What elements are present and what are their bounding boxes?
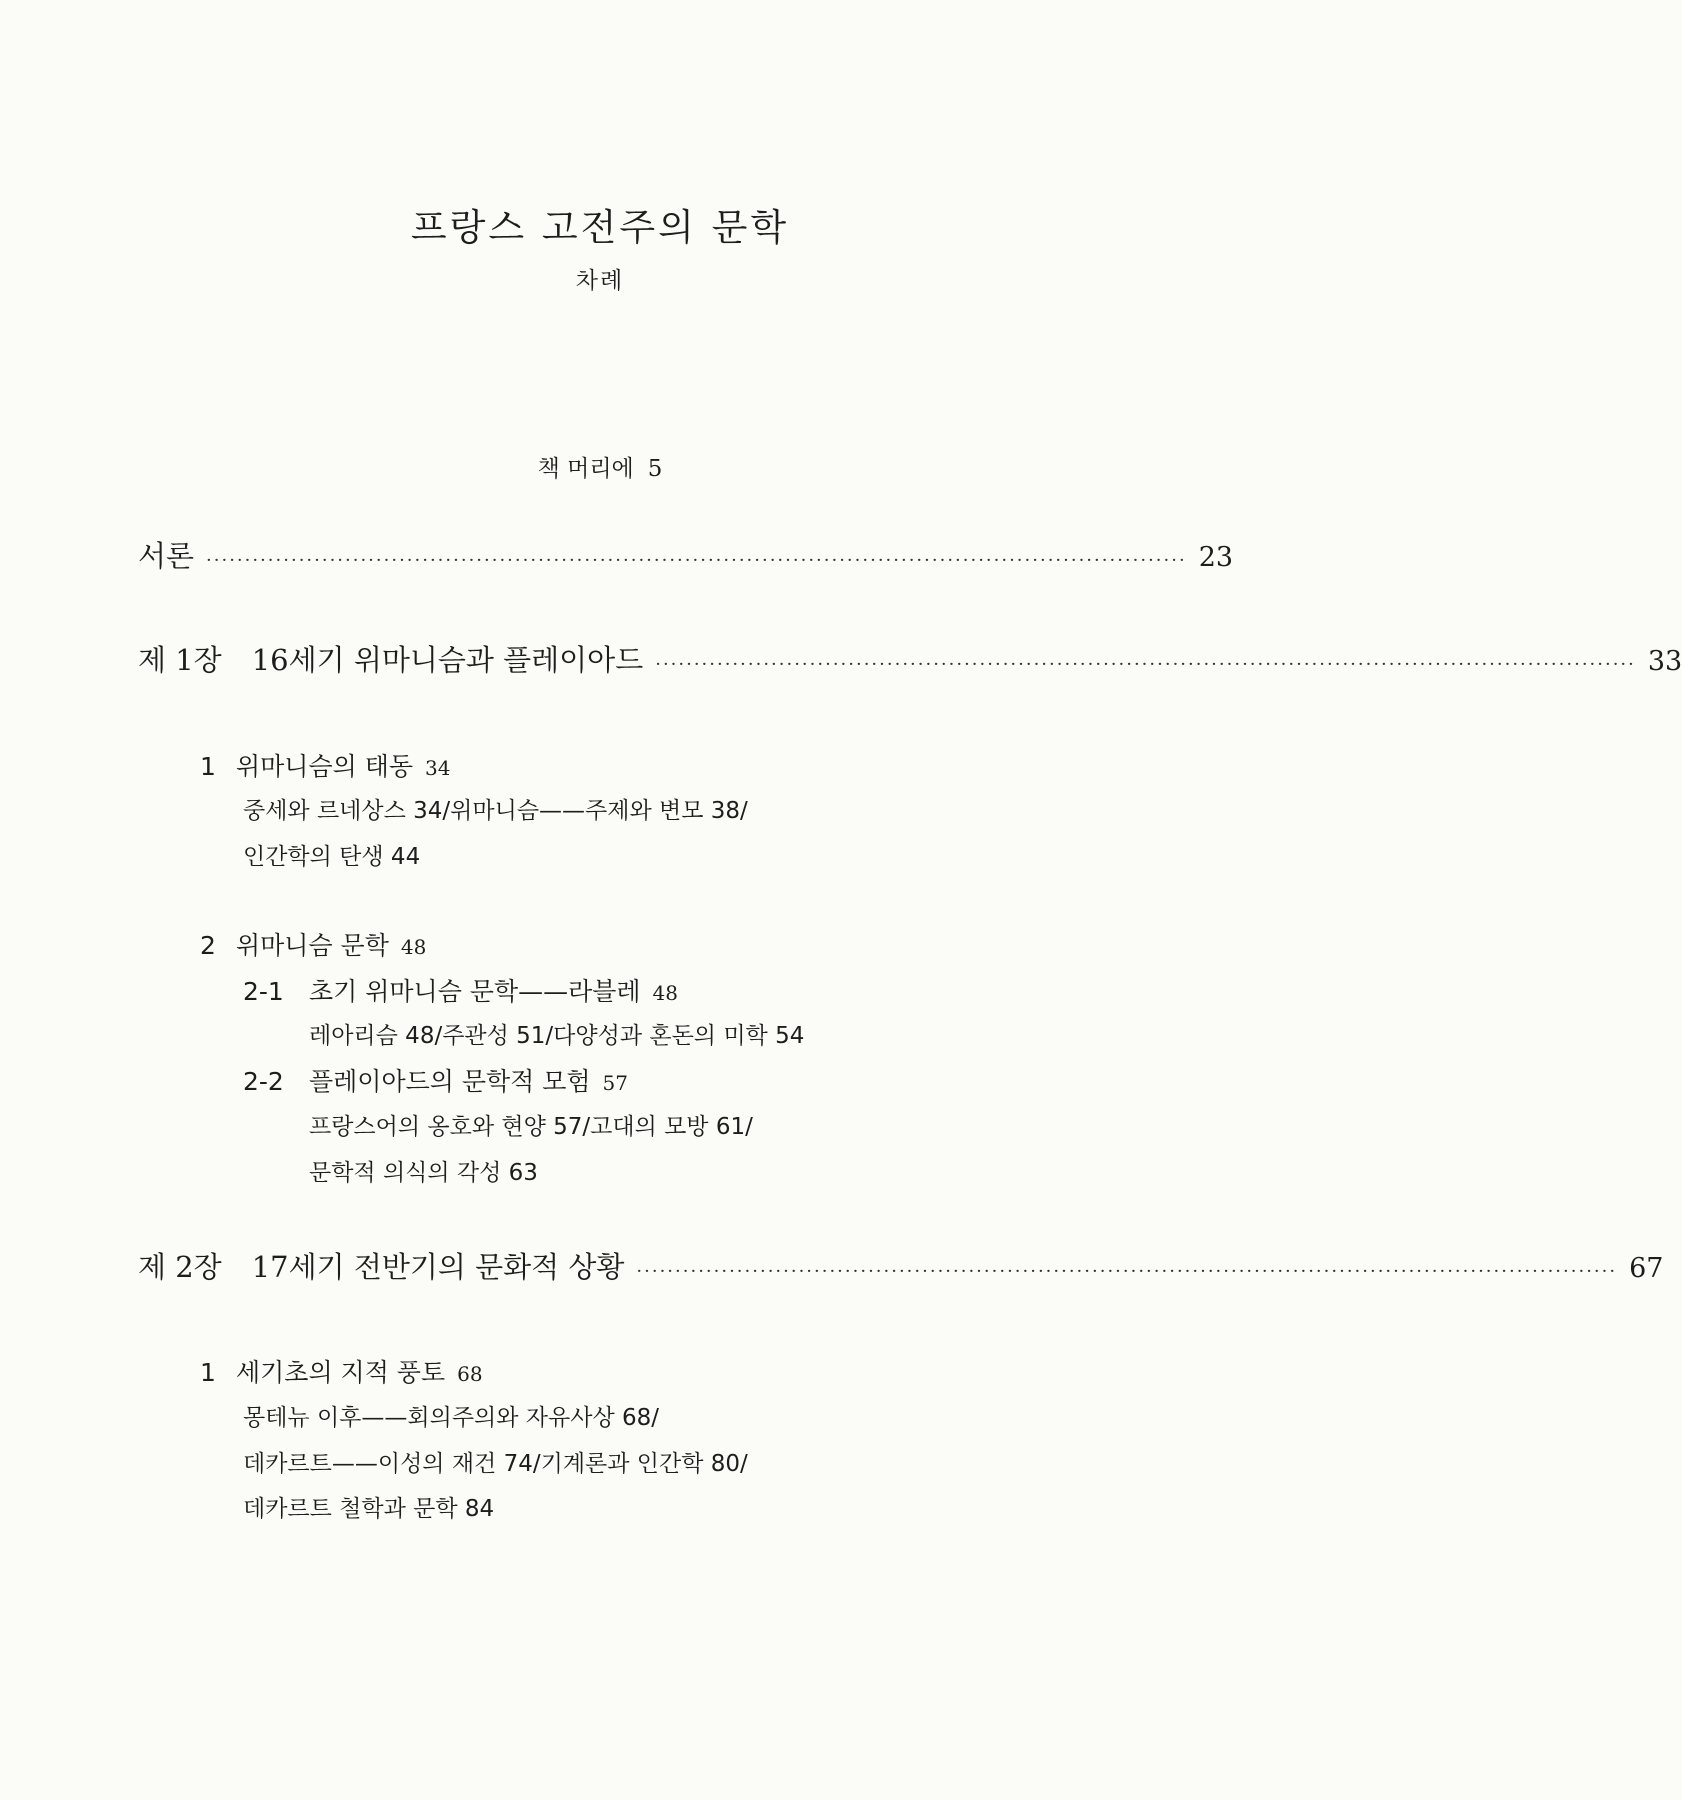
section-title: 세기초의 지적 풍토 bbox=[236, 1358, 446, 1387]
subtopic-line: 레아리슴 48/주관성 51/다양성과 혼돈의 미학 54 bbox=[309, 1023, 805, 1049]
section-1-2 bbox=[200, 926, 426, 962]
section-page: 34 bbox=[425, 756, 451, 780]
subtopic-line: 프랑스어의 옹호와 현양 57/고대의 모방 61/ bbox=[309, 1114, 753, 1140]
subtopic-line: 데카르트 철학과 문학 84 bbox=[243, 1496, 495, 1522]
subsection-number: 2-2 bbox=[243, 1067, 284, 1096]
chapter-page: 33 bbox=[1647, 646, 1682, 677]
section-2-1 bbox=[200, 1353, 483, 1389]
subsection-page: 48 bbox=[652, 981, 678, 1005]
section-title: 위마니슴의 태동 bbox=[236, 752, 413, 781]
section-page: 48 bbox=[400, 935, 427, 959]
dot-leader: ······························································································································· bbox=[636, 1261, 1618, 1282]
subsection-title: 초기 위마니슴 문학——라블레 bbox=[309, 977, 641, 1006]
section-number: 2 bbox=[200, 931, 216, 960]
subtopic-line: 중세와 르네상스 34/위마니슴——주제와 변모 38/ bbox=[243, 798, 748, 824]
chapter-page: 23 bbox=[1198, 542, 1234, 573]
subtopic-line: 인간학의 탄생 44 bbox=[243, 844, 421, 870]
section-page: 68 bbox=[457, 1362, 483, 1386]
chapter-1 bbox=[138, 638, 1682, 682]
subtopic-line: 몽테뉴 이후——회의주의와 자유사상 68/ bbox=[243, 1405, 660, 1431]
chapter-2 bbox=[138, 1245, 1664, 1289]
chapter-intro bbox=[138, 534, 1234, 578]
chapter-title: 서론 bbox=[138, 539, 195, 573]
chapter-number: 제 1장 bbox=[138, 643, 222, 677]
subsection-title: 플레이아드의 문학적 모험 bbox=[309, 1067, 591, 1096]
preface-page: 5 bbox=[647, 456, 663, 482]
subsection-2-1 bbox=[243, 972, 678, 1008]
section-1-1 bbox=[200, 747, 450, 783]
chapter-title: 16세기 위마니슴과 플레이아드 bbox=[251, 643, 644, 677]
dot-leader: ······························································································································· bbox=[206, 550, 1187, 571]
chapter-number: 제 2장 bbox=[138, 1250, 222, 1284]
book-title: 프랑스 고전주의 문학 bbox=[410, 206, 790, 249]
chapter-page: 67 bbox=[1629, 1253, 1664, 1284]
chapter-title: 17세기 전반기의 문화적 상황 bbox=[251, 1250, 625, 1284]
subsection-number: 2-1 bbox=[243, 977, 284, 1006]
section-title: 위마니슴 문학 bbox=[236, 931, 389, 960]
dot-leader: ······························································································································· bbox=[655, 654, 1636, 675]
toc-label: 차례 bbox=[575, 268, 625, 294]
subsection-page: 57 bbox=[602, 1071, 628, 1095]
preface-entry bbox=[0, 450, 1200, 483]
subtopic-line: 문학적 의식의 각성 63 bbox=[309, 1160, 538, 1186]
section-number: 1 bbox=[200, 1358, 216, 1387]
preface-label: 책 머리에 bbox=[537, 456, 634, 482]
subsection-2-2 bbox=[243, 1062, 628, 1098]
section-number: 1 bbox=[200, 752, 216, 781]
subtopic-line: 데카르트——이성의 재건 74/기계론과 인간학 80/ bbox=[243, 1451, 748, 1477]
